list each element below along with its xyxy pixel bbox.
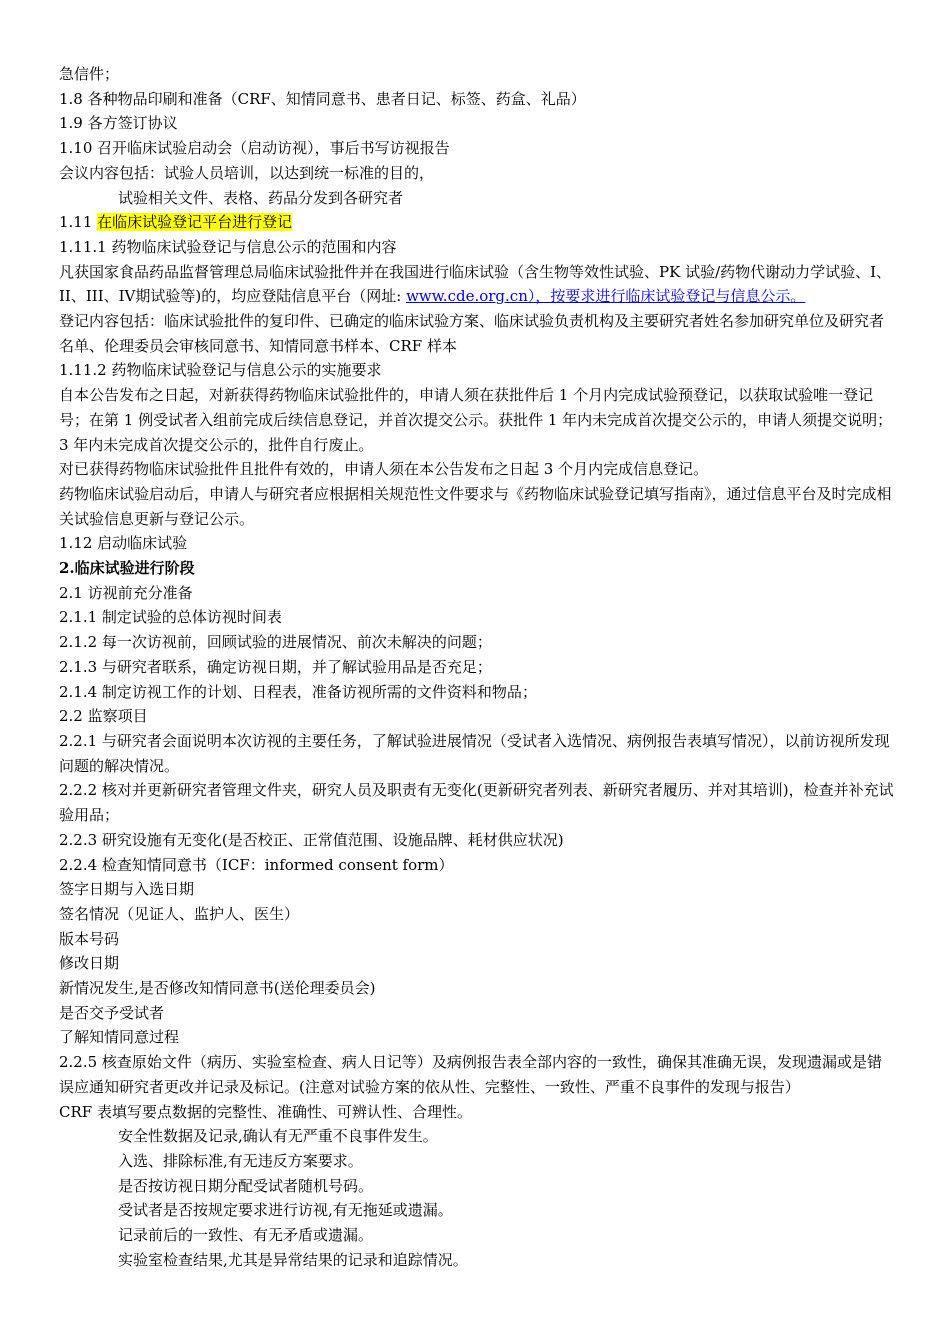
registration-scope-text: 凡获国家食品药品监督管理总局临床试验批件并在我国进行临床试验（含生物等效性试验、PK 试验/药物代谢动力学试验、I、II、III、IV期试验等)的，均应登陆信息平台（网址: bbox=[59, 262, 892, 306]
meeting-content-cont: 试验相关文件、表格、药品分发到各研究者 bbox=[118, 188, 404, 207]
item-2-1-2: 2.1.2 每一次访视前，回顾试验的进展情况、前次未解决的问题； bbox=[59, 633, 492, 652]
section-2-heading: 2.临床试验进行阶段 bbox=[59, 559, 195, 578]
crf-check-item: 是否按访视日期分配受试者随机号码。 bbox=[118, 1176, 374, 1195]
item-2-1: 2.1 访视前充分准备 bbox=[59, 583, 193, 602]
icf-check-item: 签字日期与入选日期 bbox=[59, 880, 195, 899]
crf-check-item: 入选、排除标准,有无违反方案要求。 bbox=[118, 1151, 363, 1170]
item-1-11-1: 1.11.1 药物临床试验登记与信息公示的范围和内容 bbox=[59, 237, 397, 256]
crf-check-item: 实验室检查结果,尤其是异常结果的记录和追踪情况。 bbox=[118, 1250, 468, 1269]
registration-content-paragraph: 登记内容包括：临床试验批件的复印件、已确定的临床试验方案、临床试验负责机构及主要研究者姓名参加研究单位及研究者名单、伦理委员会审核同意书、知情同意书样本、CRF 样本 bbox=[59, 312, 885, 355]
registration-scope-paragraph bbox=[59, 260, 896, 309]
item-1-11-highlighted-title: 在临床试验登记平台进行登记 bbox=[97, 213, 293, 232]
crf-check-item: 记录前后的一致性、有无矛盾或遗漏。 bbox=[118, 1226, 374, 1245]
icf-check-item: 版本号码 bbox=[59, 929, 120, 948]
implementation-paragraph: 自本公告发布之日起，对新获得药物临床试验批件的，申请人须在获批件后 1 个月内完成试验预登记，以获取试验唯一登记号；在第 1 例受试者入组前完成后续信息登记，并首次提交公示。获批件 1 年内未完成首次提交公示的，申请人须提交说明；3 年内未完成首次提交公示的，批件自行废止。 bbox=[59, 386, 893, 454]
item-2-1-4: 2.1.4 制定访视工作的计划、日程表，准备访视所需的文件资料和物品； bbox=[59, 682, 537, 701]
item-1-8: 1.8 各种物品印刷和准备（CRF、知情同意书、患者日记、标签、药盒、礼品） bbox=[59, 89, 586, 108]
item-1-11-2: 1.11.2 药物临床试验登记与信息公示的实施要求 bbox=[59, 361, 382, 380]
item-2-1-1: 2.1.1 制定试验的总体访视时间表 bbox=[59, 608, 282, 627]
item-2-1-3: 2.1.3 与研究者联系，确定访视日期，并了解试验用品是否充足； bbox=[59, 657, 492, 676]
crf-check-item: 受试者是否按规定要求进行访视,有无拖延或遗漏。 bbox=[118, 1201, 453, 1220]
icf-check-item: 签名情况（见证人、监护人、医生） bbox=[59, 904, 300, 923]
item-2-2-5: 2.2.5 核查原始文件（病历、实验室检查、病人日记等）及病例报告表全部内容的一致性，确保其准确无误，发现遗漏或是错误应通知研究者更改并记录及标记。(注意对试验方案的依从性、完整性、一致性、严重不良事件的发现与报告） bbox=[59, 1053, 882, 1096]
item-1-11-number: 1.11 bbox=[59, 213, 98, 232]
item-2-2-4: 2.2.4 检查知情同意书（ICF：informed consent form） bbox=[59, 855, 454, 874]
trial-start-paragraph: 药物临床试验启动后，申请人与研究者应根据相关规范性文件要求与《药物临床试验登记填写指南》，通过信息平台及时完成相关试验信息更新与登记公示。 bbox=[59, 484, 892, 528]
icf-check-item: 了解知情同意过程 bbox=[59, 1028, 180, 1047]
item-2-2-2: 2.2.2 核对并更新研究者管理文件夹，研究人员及职责有无变化(更新研究者列表、新研究者履历、并对其培训)，检查并补充试验用品； bbox=[59, 781, 894, 825]
meeting-content: 会议内容包括：试验人员培训，以达到统一标准的目的， bbox=[59, 163, 435, 182]
item-2-2: 2.2 监察项目 bbox=[59, 707, 148, 726]
cde-website-link[interactable]: www.cde.org.cn），按要求进行临床试验登记与信息公示。 bbox=[406, 287, 806, 306]
crf-check-item: 安全性数据及记录,确认有无严重不良事件发生。 bbox=[118, 1127, 438, 1146]
item-1-10: 1.10 召开临床试验启动会（启动访视），事后书写访视报告 bbox=[59, 139, 450, 158]
item-1-12: 1.12 启动临床试验 bbox=[59, 534, 188, 553]
item-2-2-3: 2.2.3 研究设施有无变化(是否校正、正常值范围、设施品牌、耗材供应状况) bbox=[59, 830, 564, 849]
icf-check-item: 是否交予受试者 bbox=[59, 1003, 165, 1022]
icf-check-item: 修改日期 bbox=[59, 954, 120, 973]
item-2-2-1: 2.2.1 与研究者会面说明本次访视的主要任务，了解试验进展情况（受试者入选情况、病例报告表填写情况），以前访视所发现问题的解决情况。 bbox=[59, 731, 890, 775]
item-1-11 bbox=[59, 210, 896, 235]
existing-approval-paragraph: 对已获得药物临床试验批件且批件有效的，申请人须在本公告发布之日起 3 个月内完成信息登记。 bbox=[59, 460, 709, 479]
item-1-9: 1.9 各方签订协议 bbox=[59, 114, 178, 133]
text-line: 急信件； bbox=[59, 65, 120, 83]
crf-key-points: CRF 表填写要点数据的完整性、准确性、可辨认性、合理性。 bbox=[59, 1102, 472, 1121]
icf-check-item: 新情况发生,是否修改知情同意书(送伦理委员会) bbox=[59, 979, 376, 998]
